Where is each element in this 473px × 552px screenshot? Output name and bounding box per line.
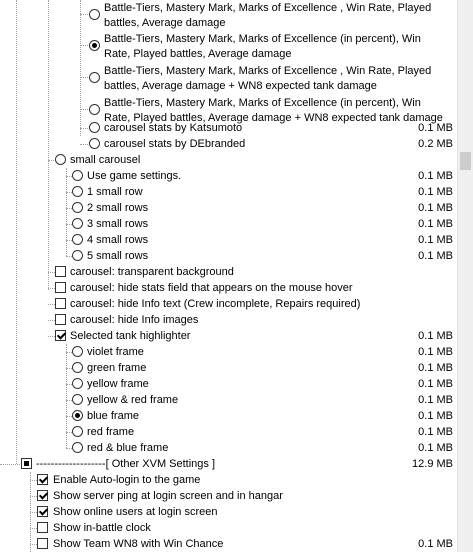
option-4-small-rows[interactable] (0, 232, 457, 248)
tree-connector (80, 109, 88, 110)
option-label: blue frame (87, 410, 139, 422)
file-size: 0.1 MB (418, 346, 453, 358)
option-label: Selected tank highlighter (70, 330, 191, 342)
option-label: red & blue frame (87, 442, 169, 454)
radio-button[interactable] (89, 9, 100, 20)
file-size: 0.1 MB (418, 410, 453, 422)
checkbox-partial[interactable] (21, 458, 32, 469)
file-size: 12.9 MB (412, 458, 453, 470)
option-green-frame[interactable] (0, 360, 457, 376)
option-yellow-red-frame[interactable] (0, 392, 457, 408)
tree-connector (48, 320, 55, 321)
file-size: 0.1 MB (418, 426, 453, 438)
file-size: 0.1 MB (418, 202, 453, 214)
file-size: 0.1 MB (418, 234, 453, 246)
option-percent-winrate-avgdmg[interactable] (0, 32, 457, 64)
option-label: Show Team WN8 with Win Chance (53, 538, 224, 550)
option-debranded[interactable] (0, 136, 457, 152)
file-size: 0.1 MB (418, 186, 453, 198)
option-team-wn8[interactable] (0, 536, 457, 552)
option-label: carousel stats by DEbranded (104, 138, 246, 150)
file-size: 0.1 MB (418, 378, 453, 390)
file-size: 0.1 MB (418, 362, 453, 374)
option-label: small carousel (70, 154, 141, 166)
tree-connector (80, 144, 88, 145)
tree-connector (80, 128, 88, 129)
radio-button-selected[interactable] (72, 410, 83, 421)
option-battle-clock[interactable] (0, 520, 457, 536)
tree-connector (30, 480, 37, 481)
radio-button[interactable] (89, 104, 100, 115)
file-size: 0.1 MB (418, 170, 453, 182)
checkbox-checked[interactable] (37, 490, 48, 501)
file-size: 0.1 MB (418, 218, 453, 230)
tree-connector (48, 336, 55, 337)
radio-button-selected[interactable] (89, 40, 100, 51)
option-label: Show online users at login screen (53, 506, 218, 518)
option-5-small-rows[interactable] (0, 248, 457, 264)
option-label: violet frame (87, 346, 144, 358)
radio-button[interactable] (72, 442, 83, 453)
option-server-ping[interactable] (0, 488, 457, 504)
checkbox-checked[interactable] (37, 506, 48, 517)
option-label: Battle-Tiers, Mastery Mark, Marks of Excellence (in percent), Win Rate, Played battles, Average damage + WN8 expected tank damage (104, 97, 443, 124)
option-label: Show in-battle clock (53, 522, 151, 534)
option-use-game-settings[interactable] (0, 168, 457, 184)
radio-button[interactable] (72, 186, 83, 197)
option-label: green frame (87, 362, 147, 374)
option-transparent-background[interactable] (0, 264, 457, 280)
tree-connector (80, 45, 88, 46)
option-red-blue-frame[interactable] (0, 440, 457, 456)
option-label: Battle-Tiers, Mastery Mark, Marks of Excellence , Win Rate, Played battles, Average damage (104, 2, 432, 29)
option-winrate-avgdmg[interactable] (0, 0, 457, 32)
radio-button[interactable] (72, 170, 83, 181)
option-label: Battle-Tiers, Mastery Mark, Marks of Excellence (in percent), Win Rate, Played battles, Average damage (104, 33, 421, 60)
group-label: -------------------[ Other XVM Settings ] (36, 458, 216, 470)
radio-button[interactable] (89, 138, 100, 149)
file-size: 0.1 MB (418, 250, 453, 262)
option-label: Show server ping at login screen and in hangar (53, 490, 283, 502)
option-label: carousel: transparent background (70, 266, 234, 278)
radio-button[interactable] (72, 394, 83, 405)
checkbox[interactable] (37, 522, 48, 533)
option-label: 2 small rows (87, 202, 149, 214)
option-violet-frame[interactable] (0, 344, 457, 360)
checkbox[interactable] (37, 538, 48, 549)
checkbox-checked[interactable] (37, 474, 48, 485)
option-label: 4 small rows (87, 234, 149, 246)
option-label: Battle-Tiers, Mastery Mark, Marks of Excellence , Win Rate, Played battles, Average damage + WN8 expected tank damage (104, 65, 432, 92)
option-label: carousel: hide Info text (Crew incomplete, Repairs required) (70, 298, 361, 310)
checkbox[interactable] (55, 298, 66, 309)
file-size: 0.2 MB (418, 138, 453, 150)
option-hide-info-text[interactable] (0, 296, 457, 312)
option-1-small-row[interactable] (0, 184, 457, 200)
option-selected-tank-highlighter[interactable] (0, 328, 457, 344)
option-auto-login[interactable] (0, 472, 457, 488)
radio-button[interactable] (89, 72, 100, 83)
file-size: 0.1 MB (418, 122, 453, 134)
option-blue-frame[interactable] (0, 408, 457, 424)
scrollbar-thumb[interactable] (460, 152, 471, 170)
radio-button[interactable] (72, 202, 83, 213)
radio-button[interactable] (72, 362, 83, 373)
option-label: yellow frame (87, 378, 149, 390)
file-size: 0.1 MB (418, 538, 453, 550)
option-label: yellow & red frame (87, 394, 179, 406)
radio-button[interactable] (72, 218, 83, 229)
radio-button[interactable] (72, 378, 83, 389)
file-size: 0.1 MB (418, 394, 453, 406)
tree-connector (80, 14, 88, 15)
radio-button[interactable] (72, 234, 83, 245)
file-size: 0.1 MB (418, 330, 453, 342)
option-small-carousel[interactable] (0, 152, 457, 168)
option-label: red frame (87, 426, 135, 438)
radio-button[interactable] (72, 250, 83, 261)
option-label: 1 small row (87, 186, 143, 198)
option-label: Use game settings. (87, 170, 182, 182)
checkbox-checked[interactable] (55, 330, 66, 341)
option-2-small-rows[interactable] (0, 200, 457, 216)
checkbox[interactable] (55, 314, 66, 325)
option-hide-stats-field[interactable] (0, 280, 457, 296)
option-label: 5 small rows (87, 250, 149, 262)
option-yellow-frame[interactable] (0, 376, 457, 392)
vertical-scrollbar[interactable] (457, 0, 473, 552)
tree-connector (48, 288, 55, 289)
tree-connector (30, 544, 37, 545)
radio-button[interactable] (89, 122, 100, 133)
option-red-frame[interactable] (0, 424, 457, 440)
checkbox[interactable] (55, 266, 66, 277)
option-label: 3 small rows (87, 218, 149, 230)
option-hide-info-images[interactable] (0, 312, 457, 328)
option-label: Enable Auto-login to the game (53, 474, 201, 486)
option-katsumoto[interactable] (0, 120, 457, 136)
tree-connector (0, 464, 20, 465)
tree-connector (48, 304, 55, 305)
radio-button[interactable] (55, 154, 66, 165)
option-3-small-rows[interactable] (0, 216, 457, 232)
tree-connector (30, 528, 37, 529)
tree-connector (48, 272, 55, 273)
tree-connector (30, 496, 37, 497)
tree-connector (30, 512, 37, 513)
option-label: carousel: hide stats field that appears on the mouse hover (70, 282, 353, 294)
group-other-xvm-settings[interactable] (0, 456, 457, 472)
tree-connector (80, 77, 88, 78)
radio-button[interactable] (72, 426, 83, 437)
checkbox[interactable] (55, 282, 66, 293)
option-label: carousel stats by Katsumoto (104, 122, 243, 134)
option-label: carousel: hide Info images (70, 314, 199, 326)
file-size: 0.1 MB (418, 442, 453, 454)
option-online-users[interactable] (0, 504, 457, 520)
option-winrate-wn8[interactable] (0, 64, 457, 96)
radio-button[interactable] (72, 346, 83, 357)
